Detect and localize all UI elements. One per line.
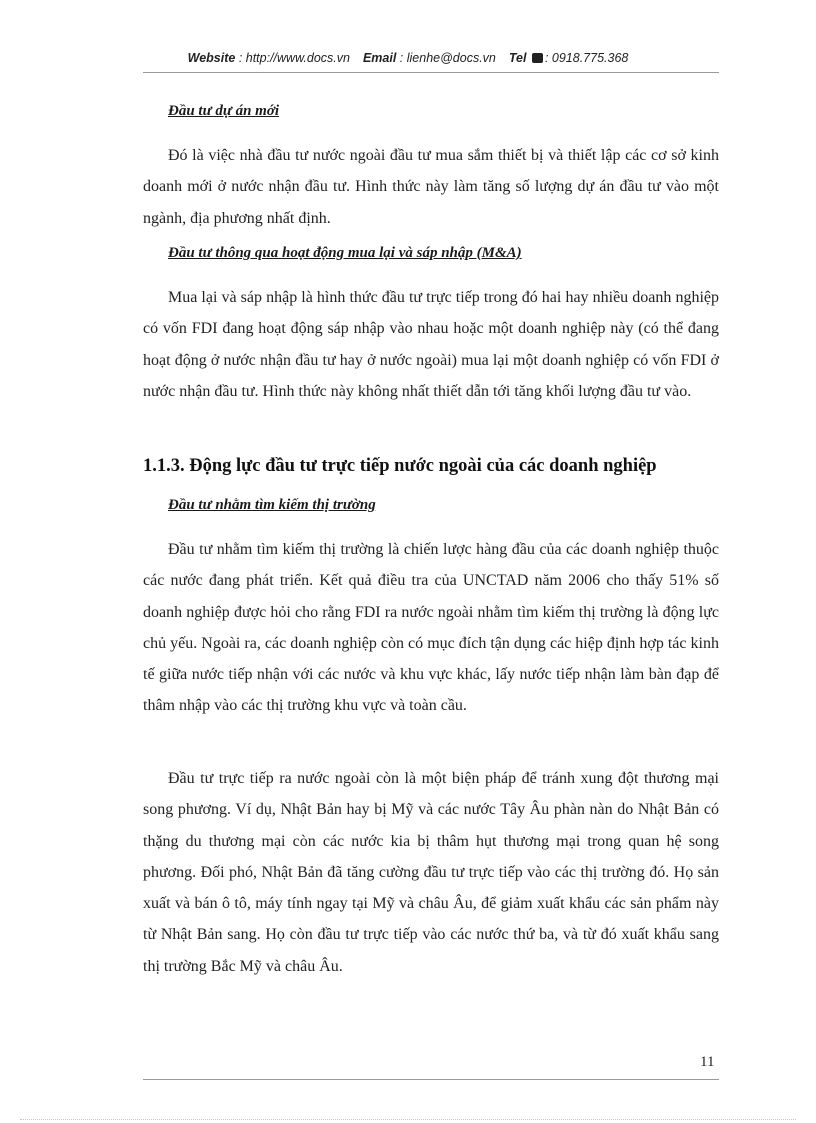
paragraph-market-seeking-1: Đầu tư nhằm tìm kiếm thị trường là chiến lược hàng đầu của các doanh nghiệp thuộc các nước đang phát triển. Kết quả điều tra của UNCTAD năm 2006 cho thấy 51% số doanh nghiệp được hỏi cho rằng FDI ra nước ngoài nhằm tìm kiếm thị trường là động lực chủ yếu. Ngoài ra, các doanh nghiệp còn có mục đích tận dụng các hiệp định hợp tác kinh tế giữa nước tiếp nhận với các nước và khu vực khác, lấy nước tiếp nhận làm bàn đạp để thâm nhập vào các thị trường khu vực và toàn cầu. — [143, 541, 719, 715]
website-label: Website — [187, 51, 236, 65]
heading-market-seeking: Đầu tư nhằm tìm kiếm thị trường — [168, 497, 376, 513]
website-value: : http://www.docs.vn — [238, 51, 350, 65]
section-title: 1.1.3. Động lực đầu tư trực tiếp nước ngoài của các doanh nghiệp — [143, 456, 657, 476]
page-number: 11 — [700, 1054, 715, 1070]
paragraph-new-project: Đó là việc nhà đầu tư nước ngoài đầu tư mua sắm thiết bị và thiết lập các cơ sở kinh doanh mới ở nước nhận đầu tư. Hình thức này làm tăng số lượng dự án đầu tư vào một ngành, địa phương nhất định. — [143, 147, 719, 227]
email-value: : lienhe@docs.vn — [399, 51, 496, 65]
heading-new-project: Đầu tư dự án mới — [168, 103, 280, 119]
heading-mergers-acquisitions: Đầu tư thông qua hoạt động mua lại và sáp nhập (M&A) — [168, 245, 522, 261]
email-label: Email — [362, 51, 397, 65]
header-divider — [143, 72, 719, 73]
phone-icon — [532, 53, 543, 63]
page-header — [0, 51, 816, 65]
paragraph-market-seeking-2: Đầu tư trực tiếp ra nước ngoài còn là một biện pháp để tránh xung đột thương mại song phương. Ví dụ, Nhật Bản hay bị Mỹ và các nước Tây Âu phàn nàn do Nhật Bản có thặng du thương mại còn các nước kia bị thâm hụt thương mại trong quan hệ song phương. Đối phó, Nhật Bản đã tăng cường đầu tư trực tiếp vào các thị trường đó. Họ sản xuất và bán ô tô, máy tính ngay tại Mỹ và châu Âu, để giảm xuất khẩu các sản phẩm này từ Nhật Bản sang. Họ còn đầu tư trực tiếp vào các nước thứ ba, và từ đó xuất khẩu sang thị trường Bắc Mỹ và châu Âu. — [143, 770, 719, 975]
footer-divider — [143, 1079, 719, 1080]
tel-value: : 0918.775.368 — [544, 51, 629, 65]
tel-label: Tel — [508, 51, 527, 65]
page-boundary — [20, 1119, 796, 1120]
paragraph-mergers-acquisitions: Mua lại và sáp nhập là hình thức đầu tư trực tiếp trong đó hai hay nhiều doanh nghiệp có vốn FDI đang hoạt động sáp nhập vào nhau hoặc một doanh nghiệp này (có thể đang hoạt động ở nước nhận đầu tư hay ở nước ngoài) mua lại một doanh nghiệp có vốn FDI ở nước nhận đầu tư. Hình thức này không nhất thiết dẫn tới tăng khối lượng đầu tư vào. — [143, 289, 719, 400]
